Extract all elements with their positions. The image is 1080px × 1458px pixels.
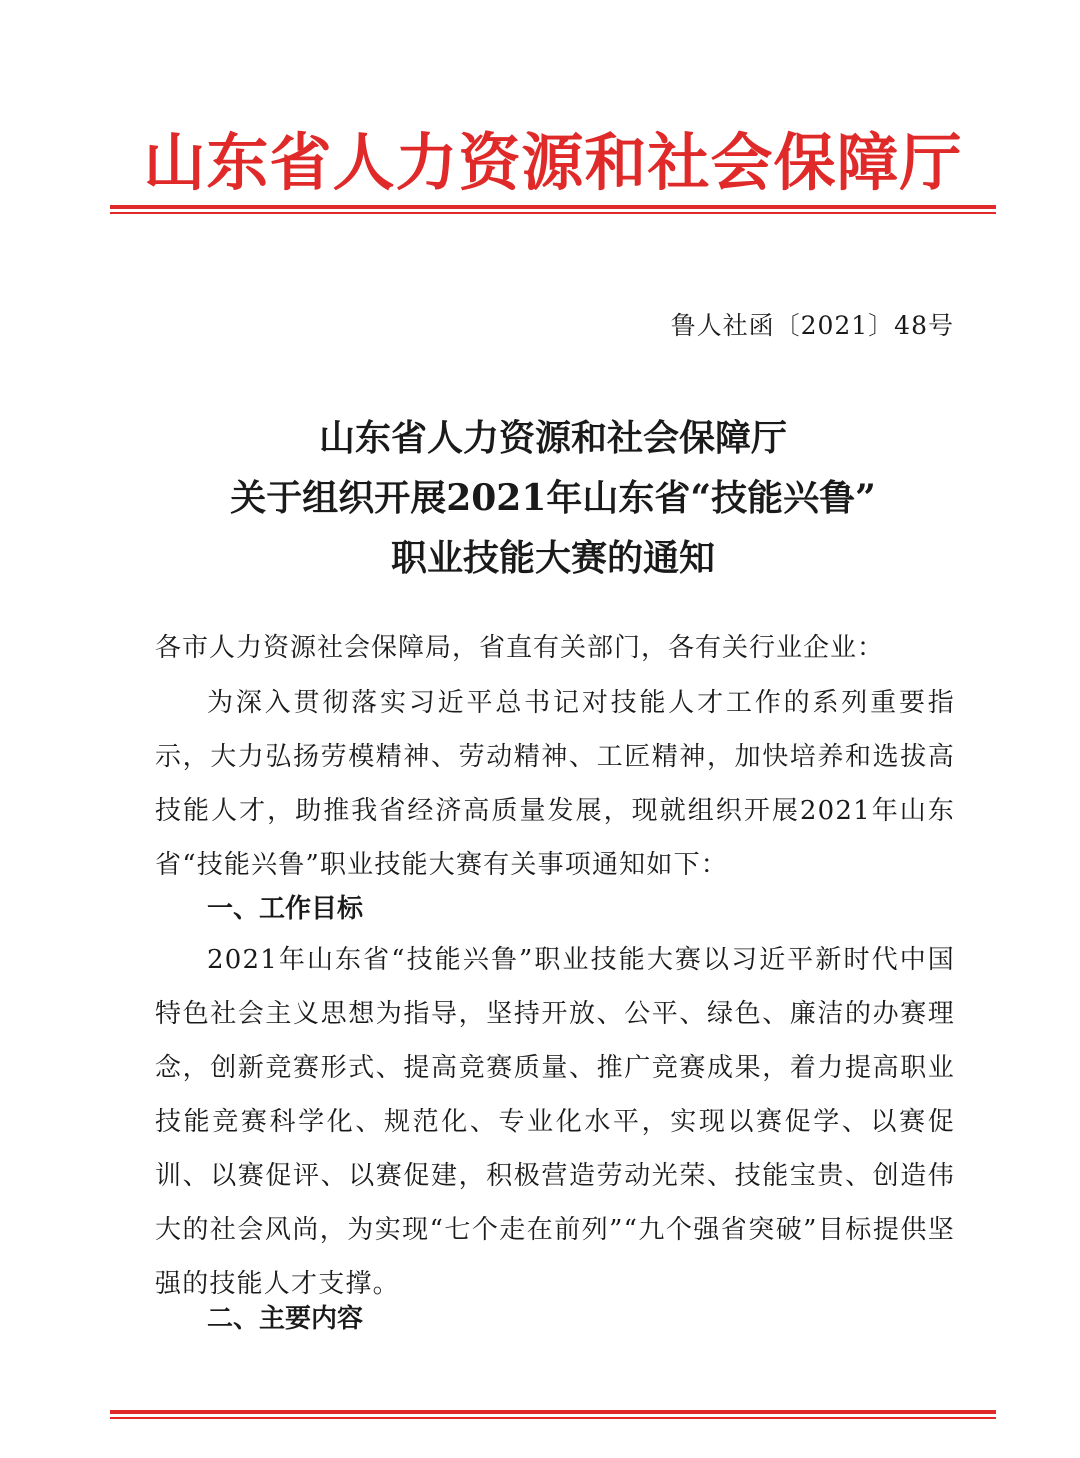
section-heading: 二、主要内容 <box>207 1304 364 1334</box>
document-number: 鲁人社函〔2021〕48号 <box>670 311 954 340</box>
document-title <box>110 408 996 588</box>
letterhead-red-rule <box>110 205 996 214</box>
footer-red-rule <box>110 1410 996 1419</box>
letterhead-agency-name: 山东省人力资源和社会保障厅 <box>143 126 963 199</box>
section-paragraph: 2021年山东省“技能兴鲁”职业技能大赛以习近平新时代中国特色社会主义思想为指导，坚持开放、公平、绿色、廉洁的办赛理念，创新竞赛形式、提高竞赛质量、推广竞赛成果，着力提高职业技能竞赛科学化、规范化、专业化水平，实现以赛促学、以赛促训、以赛促评、以赛促建，积极营造劳动光荣、技能宝贵、创造伟大的社会风尚，为实现“七个走在前列”“九个强省突破”目标提供坚强的技能人才支撑。 <box>155 945 955 1299</box>
salutation: 各市人力资源社会保障局，省直有关部门，各有关行业企业： <box>155 633 885 663</box>
title-line: 职业技能大赛的通知 <box>390 537 715 579</box>
title-line: 山东省人力资源和社会保障厅 <box>318 417 787 459</box>
title-line: 关于组织开展2021年山东省“技能兴鲁” <box>230 477 876 519</box>
section-heading: 一、工作目标 <box>207 894 364 924</box>
intro-paragraph: 为深入贯彻落实习近平总书记对技能人才工作的系列重要指示，大力弘扬劳模精神、劳动精神、工匠精神，加快培养和选拔高技能人才，助推我省经济高质量发展，现就组织开展2021年山东省“技能兴鲁”职业技能大赛有关事项通知如下： <box>155 688 955 880</box>
